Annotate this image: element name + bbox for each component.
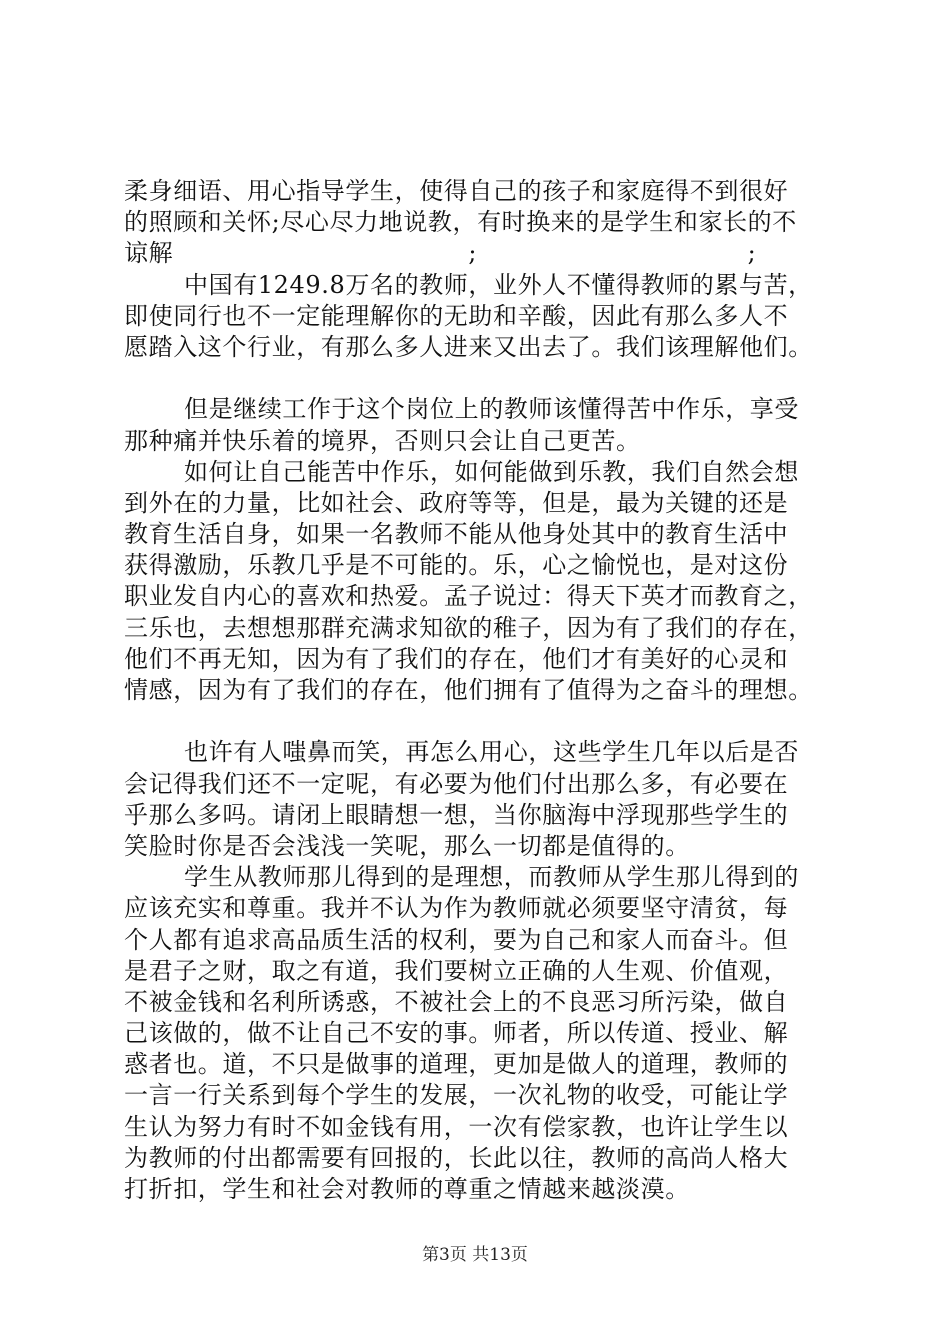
text-line: 他们不再无知，因为有了我们的存在，他们才有美好的心灵和	[124, 644, 789, 673]
text-line: 职业发自内心的喜欢和热爱。孟子说过：得天下英才而教育之，	[124, 582, 813, 611]
paragraph-start-line: 中国有1249.8万名的教师，业外人不懂得教师的累与苦，	[184, 270, 813, 299]
text-line: 是君子之财，取之有道，我们要树立正确的人生观、价值观，	[124, 956, 789, 985]
text-line: 情感，因为有了我们的存在，他们拥有了值得为之奋斗的理想。	[124, 676, 813, 704]
text-line: 即使同行也不一定能理解你的无助和辛酸，因此有那么多人不	[124, 301, 789, 330]
paragraph-gap	[124, 706, 844, 737]
paragraph-start-line: 学生从教师那儿得到的是理想，而教师从学生那儿得到的	[184, 863, 799, 892]
page-number-label: 第3页 共13页	[422, 1245, 528, 1265]
text-line: 乎那么多吗。请闭上眼睛想一想，当你脑海中浮现那些学生的	[124, 800, 789, 829]
text-line: 打折扣，学生和社会对教师的尊重之情越来越淡漠。	[124, 1175, 690, 1203]
text-line: 个人都有追求高品质生活的权利，要为自己和家人而奋斗。但	[124, 925, 789, 954]
text-line: 为教师的付出都需要有回报的，长此以往，教师的高尚人格大	[124, 1143, 789, 1172]
text-line: 笑脸时你是否会浅浅一笑呢，那么一切都是值得的。	[124, 831, 690, 860]
text-line: 到外在的力量，比如社会、政府等等，但是，最为关键的还是	[124, 488, 789, 517]
text-line: 愿踏入这个行业，有那么多人进来又出去了。我们该理解他们。	[124, 332, 813, 361]
text-line: 那种痛并快乐着的境界，否则只会让自己更苦。	[124, 426, 641, 455]
text-line: 不被金钱和名利所诱惑，不被社会上的不良恶习所污染，做自	[124, 987, 789, 1016]
text-line: 柔身细语、用心指导学生，使得自己的孩子和家庭得不到很好	[124, 177, 789, 205]
text-line: 惑者也。道，不只是做事的道理，更加是做人的道理，教师的	[124, 1050, 789, 1079]
paragraph-gap	[124, 363, 844, 394]
text-line: 一言一行关系到每个学生的发展，一次礼物的收受，可能让学	[124, 1081, 789, 1110]
text-line: 三乐也，去想想那群充满求知欲的稚子，因为有了我们的存在，	[124, 613, 813, 642]
paragraph-start-line: 但是继续工作于这个岗位上的教师该懂得苦中作乐，享受	[184, 395, 799, 424]
text-line: 己该做的，做不让自己不安的事。师者，所以传道、授业、解	[124, 1019, 789, 1048]
paragraph-start-line: 也许有人嗤鼻而笑，再怎么用心，这些学生几年以后是否	[184, 738, 799, 767]
text-line: 谅解 ; ;	[124, 239, 757, 268]
paragraph-start-line: 如何让自己能苦中作乐，如何能做到乐教，我们自然会想	[184, 457, 799, 486]
page-footer	[0, 1240, 950, 1265]
text-line: 应该充实和尊重。我并不认为作为教师就必须要坚守清贫，每	[124, 894, 789, 923]
text-line: 教育生活自身，如果一名教师不能从他身处其中的教育生活中	[124, 520, 789, 549]
text-line: 的照顾和关怀;尽心尽力地说教，有时换来的是学生和家长的不	[124, 208, 797, 237]
document-body	[124, 176, 844, 1205]
text-line: 获得激励，乐教几乎是不可能的。乐，心之愉悦也，是对这份	[124, 551, 789, 580]
text-line: 生认为努力有时不如金钱有用，一次有偿家教，也许让学生以	[124, 1112, 789, 1141]
text-line: 会记得我们还不一定呢，有必要为他们付出那么多，有必要在	[124, 769, 789, 798]
